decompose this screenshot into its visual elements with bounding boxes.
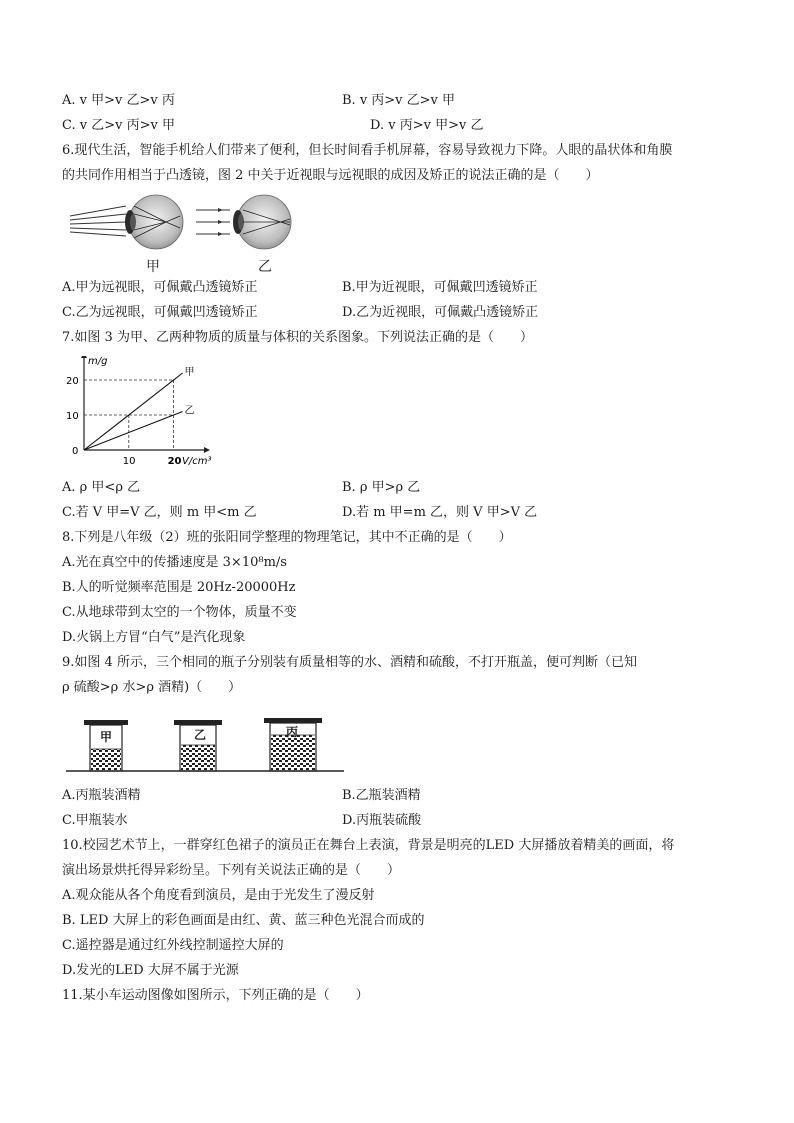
q7-option-c: C.若 V 甲=V 乙，则 m 甲<m 乙 <box>62 505 257 520</box>
y-tick-label: 10 <box>66 411 79 422</box>
eye-jia-label: 甲 <box>146 259 160 275</box>
q7-option-d: D.若 m 甲=m 乙，则 V 甲>V 乙 <box>342 505 538 520</box>
y-tick-label: 20 <box>66 376 79 387</box>
x-tick-label: 10 <box>122 456 136 467</box>
series-jia-line <box>84 373 183 450</box>
x-axis-arrow <box>204 447 210 453</box>
q8-option-b: B.人的听觉频率范围是 20Hz-20000Hz <box>62 580 296 595</box>
q9-option-d: D.丙瓶装硫酸 <box>342 813 422 828</box>
x-tick-label: 20 <box>167 456 182 467</box>
q8-option-d: D.火锅上方冒“白气”是汽化现象 <box>62 630 246 645</box>
q6-stem-line-2: 的共同作用相当于凸透镜，图 2 中关于近视眼与远视眼的成因及矫正的说法正确的是（ ） <box>62 168 599 183</box>
q7-stem: 7.如图 3 为甲、乙两种物质的质量与体积的关系图象。下列说法正确的是（ ） <box>62 330 533 345</box>
origin-label: 0 <box>72 446 79 457</box>
q8-option-c: C.从地球带到太空的一个物体，质量不变 <box>62 605 297 620</box>
eye-yi-label: 乙 <box>258 259 272 275</box>
q8-option-a: A.光在真空中的传播速度是 3×10⁸m/s <box>62 555 287 570</box>
q9-option-c: C.甲瓶装水 <box>62 813 128 828</box>
y-axis-label: m/g <box>88 356 108 367</box>
q9-stem-line-1: 9.如图 4 所示，三个相同的瓶子分别装有质量相等的水、酒精和硫酸，不打开瓶盖，便可判断（已知 <box>62 655 637 670</box>
series-yi-label: 乙 <box>184 405 195 417</box>
q10-option-a: A.观众能从各个角度看到演员，是由于光发生了漫反射 <box>62 888 375 903</box>
q6-stem-line-1: 6.现代生活，智能手机给人们带来了便利，但长时间看手机屏幕，容易导致视力下降。人眼的晶状体和角膜 <box>62 143 673 158</box>
q10-stem-line-2: 演出场景烘托得异彩纷呈。下列有关说法正确的是（ ） <box>62 863 401 878</box>
q9-option-b: B.乙瓶装酒精 <box>342 788 421 803</box>
q10-option-b: B. LED 大屏上的彩色画面是由红、黄、蓝三种色光混合而成的 <box>62 913 425 928</box>
bottle-bing-label: 丙 <box>286 725 299 739</box>
q10-option-d: D.发光的LED 大屏不属于光源 <box>62 963 239 978</box>
series-jia-label: 甲 <box>184 367 195 378</box>
q9-stem-line-2: ρ 硫酸>ρ 水>ρ 酒精)（ ） <box>62 680 242 695</box>
y-axis-arrow <box>81 356 87 358</box>
q5-option-d: D. v 丙>v 甲>v 乙 <box>370 118 484 133</box>
q9-option-a: A.丙瓶装酒精 <box>62 788 141 803</box>
q6-option-a: A.甲为远视眼，可佩戴凸透镜矫正 <box>62 280 258 295</box>
q5-option-c: C. v 乙>v 丙>v 甲 <box>62 118 175 133</box>
bottle-yi-label: 乙 <box>194 728 207 742</box>
q10-stem-line-1: 10.校园艺术节上，一群穿红色裙子的演员正在舞台上表演，背景是明亮的LED 大屏播放着精美的画面，将 <box>62 838 675 853</box>
series-yi-line <box>84 412 183 451</box>
eye-diagram <box>68 192 298 254</box>
x-axis-label: V/cm³ <box>182 456 212 467</box>
eye-yi-figure <box>196 195 291 249</box>
q6-option-c: C.乙为远视眼，可佩戴凹透镜矫正 <box>62 305 258 320</box>
q5-option-a: A. v 甲>v 乙>v 丙 <box>62 93 175 108</box>
q7-option-b: B. ρ 甲>ρ 乙 <box>342 480 421 495</box>
q10-option-c: C.遥控器是通过红外线控制遥控大屏的 <box>62 938 284 953</box>
q5-option-b: B. v 丙>v 乙>v 甲 <box>342 93 456 108</box>
q11-stem: 11.某小车运动图像如图所示，下列正确的是（ ） <box>62 988 369 1003</box>
bottle-jia-label: 甲 <box>100 730 113 744</box>
q6-option-d: D.乙为近视眼，可佩戴凸透镜矫正 <box>342 305 539 320</box>
q7-option-a: A. ρ 甲<ρ 乙 <box>62 480 141 495</box>
q6-option-b: B.甲为近视眼，可佩戴凹透镜矫正 <box>342 280 538 295</box>
q8-stem: 8.下列是八年级（2）班的张阳同学整理的物理笔记，其中不正确的是（ ） <box>62 530 512 545</box>
mass-volume-chart <box>62 356 212 468</box>
eye-jia-figure <box>70 195 183 249</box>
